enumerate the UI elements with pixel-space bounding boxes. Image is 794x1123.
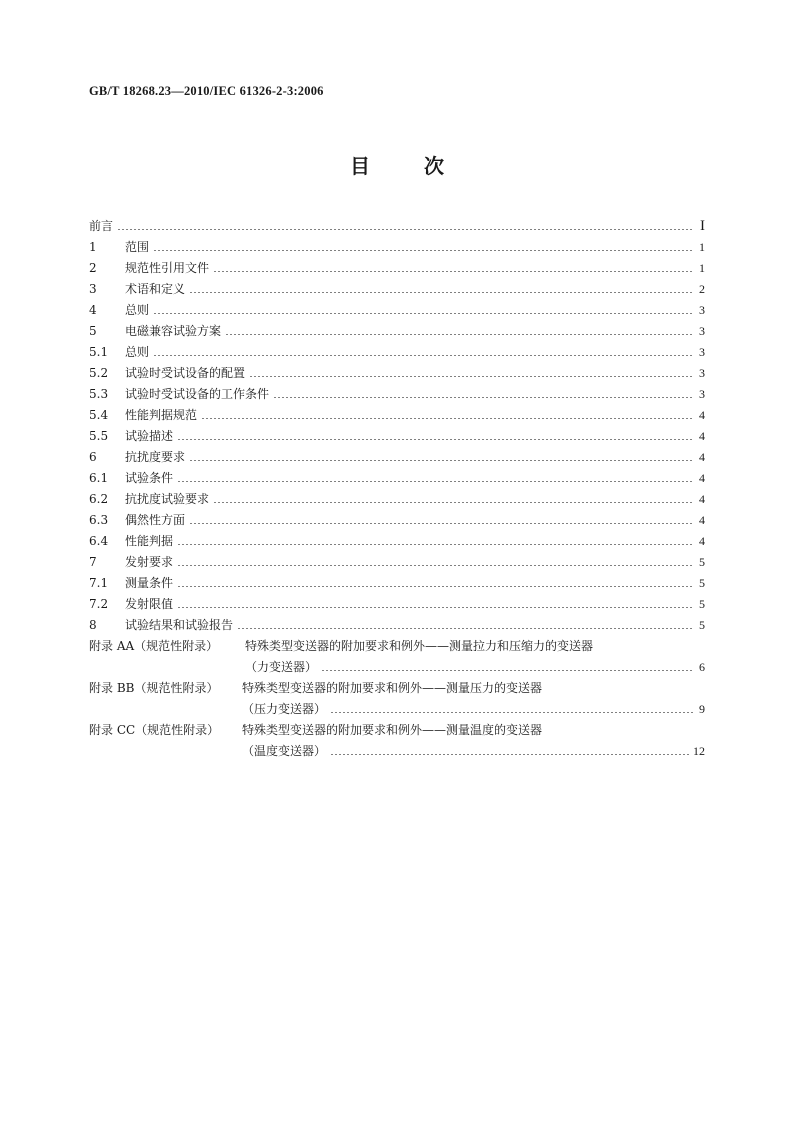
toc-page: 4 (699, 534, 705, 548)
toc-entry[interactable] (89, 531, 705, 552)
toc-annex-bb-cont[interactable] (89, 699, 705, 720)
annex-prefix: 附录 BB（规范性附录） (89, 681, 219, 695)
toc-number: 2 (89, 261, 97, 275)
toc-page: 4 (699, 408, 705, 422)
dot-leader (201, 418, 693, 419)
toc-label: 试验条件 (125, 471, 174, 485)
toc-page: 4 (699, 450, 705, 464)
dot-leader (249, 376, 693, 377)
dot-leader (177, 586, 693, 587)
dot-leader (237, 628, 693, 629)
toc-page: 4 (699, 471, 705, 485)
toc-page: 3 (699, 324, 705, 338)
annex-subtitle: （压力变送器） (242, 702, 327, 716)
toc-page: 2 (699, 282, 705, 296)
toc-title-char-1: 目 (350, 154, 370, 178)
toc-label: 发射限值 (125, 597, 174, 611)
toc-label: 电磁兼容试验方案 (125, 324, 222, 338)
toc-page: 5 (699, 618, 705, 632)
toc-number: 1 (89, 240, 97, 254)
annex-subtitle: （力变送器） (245, 660, 318, 674)
toc-entry[interactable] (89, 405, 705, 426)
toc-page: 3 (699, 366, 705, 380)
toc-page: 3 (699, 387, 705, 401)
dot-leader (153, 355, 693, 356)
dot-leader (153, 250, 693, 251)
toc-number: 4 (89, 303, 97, 317)
toc-number: 6.1 (89, 471, 109, 485)
toc-annex-aa-cont[interactable] (89, 657, 705, 678)
toc-label: 总则 (125, 303, 150, 317)
toc-entry[interactable] (89, 468, 705, 489)
toc-number: 5.2 (89, 366, 109, 380)
toc-number: 5.4 (89, 408, 109, 422)
toc-number: 7.2 (89, 597, 109, 611)
toc-page: 3 (699, 345, 705, 359)
toc-label: 发射要求 (125, 555, 174, 569)
toc-entry[interactable] (89, 258, 705, 279)
dot-leader (177, 565, 693, 566)
toc-entry[interactable] (89, 594, 705, 615)
toc-page: 5 (699, 597, 705, 611)
toc-entry[interactable] (89, 342, 705, 363)
toc-page: 4 (699, 492, 705, 506)
annex-title: 特殊类型变送器的附加要求和例外——测量拉力和压缩力的变送器 (245, 639, 594, 653)
toc-entry[interactable] (89, 447, 705, 468)
toc-number: 8 (89, 618, 97, 632)
table-of-contents (89, 216, 705, 762)
toc-annex-cc[interactable] (89, 720, 705, 741)
standard-number: GB/T 18268.23—2010/IEC 61326-2-3:2006 (89, 84, 324, 98)
toc-page: 5 (699, 576, 705, 590)
toc-entry[interactable] (89, 615, 705, 636)
toc-number: 5.5 (89, 429, 109, 443)
toc-number: 5.1 (89, 345, 109, 359)
toc-page: 4 (699, 429, 705, 443)
toc-title-char-2: 次 (424, 154, 444, 178)
toc-label: 总则 (125, 345, 150, 359)
toc-page: I (700, 218, 705, 234)
toc-page: 3 (699, 303, 705, 317)
dot-leader (330, 754, 689, 755)
toc-label: 试验时受试设备的工作条件 (125, 387, 270, 401)
toc-entry[interactable] (89, 363, 705, 384)
toc-page: 5 (699, 555, 705, 569)
toc-label: 范围 (125, 240, 150, 254)
dot-leader (330, 712, 693, 713)
annex-prefix: 附录 AA（规范性附录） (89, 639, 219, 653)
toc-number: 6.3 (89, 513, 109, 527)
annex-prefix: 附录 CC（规范性附录） (89, 723, 220, 737)
toc-entry[interactable] (89, 510, 705, 531)
toc-annex-cc-cont[interactable] (89, 741, 705, 762)
toc-number: 5.3 (89, 387, 109, 401)
dot-leader (177, 481, 693, 482)
toc-label: 测量条件 (125, 576, 174, 590)
toc-entry[interactable] (89, 573, 705, 594)
toc-label: 试验时受试设备的配置 (125, 366, 246, 380)
dot-leader (273, 397, 693, 398)
dot-leader (225, 334, 693, 335)
toc-label: 抗扰度试验要求 (125, 492, 210, 506)
toc-label: 术语和定义 (125, 282, 186, 296)
toc-number: 6.2 (89, 492, 109, 506)
toc-entry[interactable] (89, 237, 705, 258)
toc-entry[interactable] (89, 279, 705, 300)
toc-entry[interactable] (89, 300, 705, 321)
toc-number: 6.4 (89, 534, 109, 548)
dot-leader (177, 439, 693, 440)
annex-subtitle: （温度变送器） (242, 744, 327, 758)
dot-leader (117, 229, 693, 230)
toc-entry[interactable] (89, 426, 705, 447)
toc-number: 7.1 (89, 576, 109, 590)
toc-number: 3 (89, 282, 97, 296)
annex-title: 特殊类型变送器的附加要求和例外——测量压力的变送器 (242, 681, 543, 695)
toc-label: 性能判据 (125, 534, 174, 548)
toc-label: 偶然性方面 (125, 513, 186, 527)
dot-leader (153, 313, 693, 314)
toc-page: 9 (699, 702, 705, 716)
toc-entry-foreword[interactable] (89, 216, 705, 237)
toc-label: 抗扰度要求 (125, 450, 186, 464)
toc-page: 6 (699, 660, 705, 674)
toc-entry[interactable] (89, 321, 705, 342)
toc-entry[interactable] (89, 384, 705, 405)
toc-page: 4 (699, 513, 705, 527)
toc-label: 试验描述 (125, 429, 174, 443)
dot-leader (189, 523, 693, 524)
dot-leader (189, 460, 693, 461)
toc-number: 7 (89, 555, 97, 569)
toc-entry[interactable] (89, 552, 705, 573)
toc-entry[interactable] (89, 489, 705, 510)
dot-leader (177, 544, 693, 545)
dot-leader (213, 502, 693, 503)
toc-page: 12 (693, 744, 705, 758)
dot-leader (177, 607, 693, 608)
dot-leader (213, 271, 693, 272)
toc-title (0, 150, 794, 179)
toc-label: 性能判据规范 (125, 408, 198, 422)
dot-leader (189, 292, 693, 293)
toc-page: 1 (699, 261, 705, 275)
toc-annex-bb[interactable] (89, 678, 705, 699)
toc-label: 前言 (89, 219, 114, 233)
dot-leader (321, 670, 693, 671)
toc-label: 规范性引用文件 (125, 261, 210, 275)
toc-label: 试验结果和试验报告 (125, 618, 234, 632)
toc-number: 6 (89, 450, 97, 464)
toc-number: 5 (89, 324, 97, 338)
annex-title: 特殊类型变送器的附加要求和例外——测量温度的变送器 (242, 723, 543, 737)
toc-page: 1 (699, 240, 705, 254)
toc-annex-aa[interactable] (89, 636, 705, 657)
